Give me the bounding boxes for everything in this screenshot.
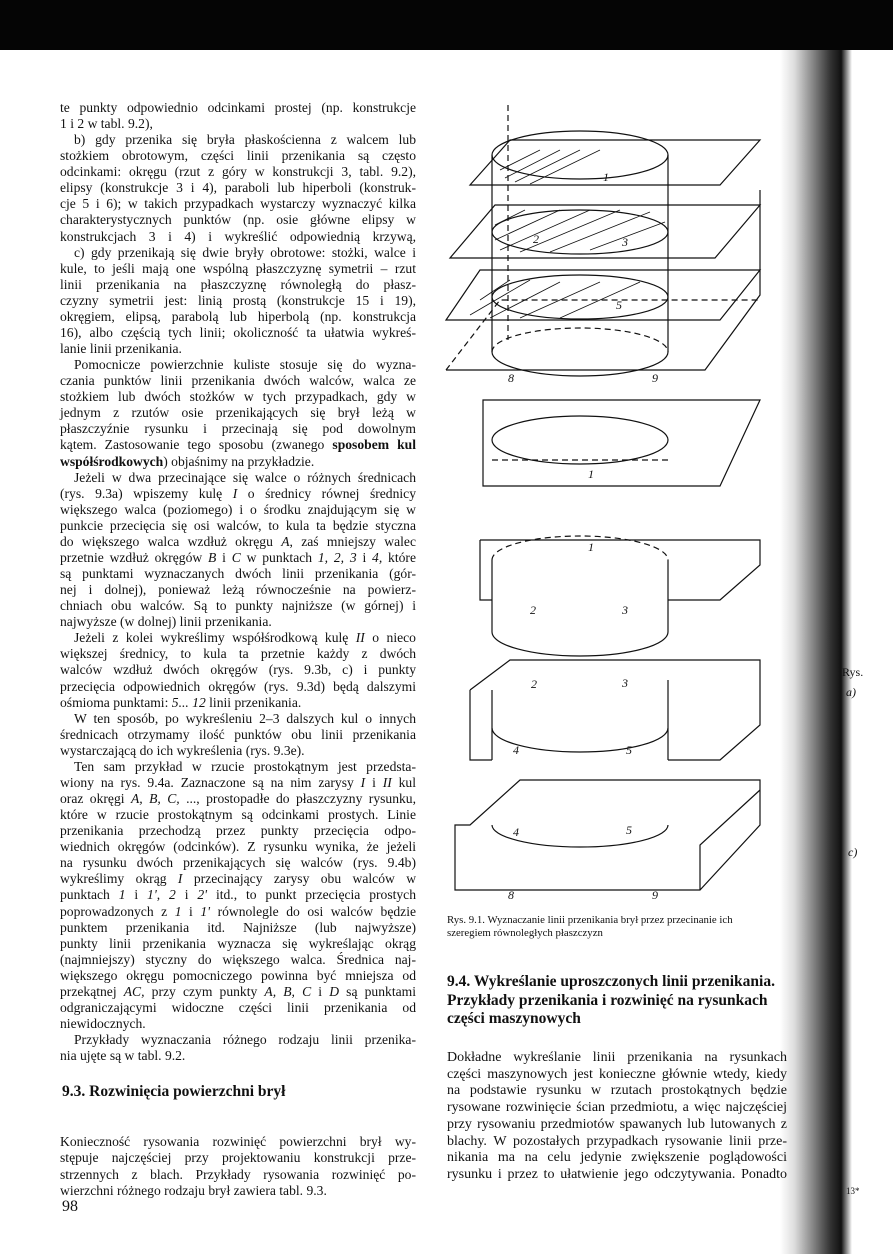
figure-point-label: 4 [513,743,519,757]
text-segment: i [356,549,373,565]
text-line: Pomocnicze powierzchnie kuliste stosuje się do wyzna- [74,357,416,373]
text-line: części maszynowych jest konieczne głównie wtedy, kiedy [447,1066,787,1082]
text-segment: które [382,549,416,565]
text-segment: sposobem kul [332,437,417,453]
figure-point-label: 9 [652,888,658,902]
text-line: punkty linii przenikania wyznacza się wykreślając okrąg [60,935,416,951]
text-line [60,454,416,470]
text-line: rysowane rozwinięcie ścian przedmiotu, a więc najczęściej [447,1100,787,1116]
text-line: na rysunku dwóch przenikających się walców (rys. 9.4b) [60,855,416,871]
figure-point-label: 5 [626,743,632,757]
text-line: walców wzdłuż dwóch okręgów (rys. 9.3b, c) i punkty [60,662,416,678]
text-segment: ) objaśnimy na przykładzie. [163,453,315,469]
text-line: czania punktów linii przenikania dwóch walców, walca ze [60,373,416,389]
text-segment: i [365,774,383,790]
text-segment: A [281,533,290,549]
figure-9-1 [440,95,780,910]
section-9-3-text [60,1134,416,1204]
text-line: punkcie przecięcia się osi walców, to kula ta będzie styczna [60,517,416,533]
text-segment: II [382,774,392,790]
text-line: stępuje najczęściej przy projektowaniu konstrukcji prze- [60,1150,416,1166]
margin-a-label: a) [846,685,856,699]
text-segment: I [177,871,183,887]
figure-point-label: 2 [533,232,539,246]
text-line: Jeżeli w dwa przecinające się walce o różnych średnicach [74,469,416,485]
text-segment: 4, [372,549,383,565]
figure-panel-1 [446,105,760,376]
text-line: przenikania przechodzą przez punkty przecięcia odpo- [60,823,416,839]
figure-point-label: 8 [508,371,514,385]
heading-line: części maszynowych [447,1010,581,1027]
text-segment: linii przenikania. [205,694,302,710]
text-segment: I [232,485,238,501]
text-segment: 1 [174,903,182,919]
text-segment: II [355,630,365,646]
text-line: nia ujęte są w tabl. 9.2. [60,1048,186,1064]
text-line: które w rzucie prostokątnym są odcinkami prostych. Linie [60,807,416,823]
text-segment: punktach [60,887,119,903]
left-text-column [60,100,416,1070]
text-segment: 5... 12 [171,694,206,710]
text-line: blachy. W pozostałych przypadkach rysowanie linii prze- [447,1133,787,1149]
text-segment: kątem. Zastosowanie tego sposobu (zwanego [60,437,333,453]
text-segment: itd., to punkt przecięcia prostych [207,887,417,903]
text-segment: o nieco [364,630,416,646]
text-line: Konieczność rysowania rozwinięć powierzchni brył wy- [60,1134,416,1149]
text-line: 1 i 2 w tabl. 9.2), [60,116,153,132]
figure-point-label: 9 [652,371,658,385]
text-line: czyzny symetrii jest: linią prostą (konstrukcje 15 i 19), [60,292,416,308]
text-segment: 1 [118,887,126,903]
text-segment: Jeżeli z kolei wykreślimy współśrodkową kulę [74,630,356,646]
text-line: kule, to jeśli mają one wspólną płaszczyznę symetrii – rzut [60,260,416,276]
figure-panel-2 [483,400,760,486]
text-line: przecięcia odpowiednich okręgów (rys. 9.3d) będą dalszymi [60,678,416,694]
text-line [60,984,416,1000]
text-line: na podstawie rysunku w rzutach prostokątnych będzie [447,1083,787,1099]
text-line: stożkiem lub dwóch stożków w tych przypadkach, gdy w [60,389,416,405]
text-segment: poprowadzonych z [60,903,175,919]
text-line: najwyższe (w dolnej) linii przenikania. [60,614,272,630]
page-number: 98 [62,1198,78,1215]
text-segment: i [311,983,330,999]
text-segment: i [125,887,148,903]
text-segment: , zaś mniejszy walec [289,533,416,549]
text-line [60,775,416,791]
text-segment: , [156,887,170,903]
text-line: odcinkami: okręgu (rzut z góry w konstrukcji 3, tabl. 9.2), [60,164,416,180]
text-line [60,550,416,566]
text-line: c) gdy przenikają się dwie bryły obrotowe: stożki, walce i [74,244,416,260]
figure-point-label: 4 [513,825,519,839]
caption-line: Rys. 9.1. Wyznaczanie linii przenikania brył przez przecinanie ich [447,914,733,926]
figure-point-label: 8 [508,888,514,902]
text-line: nej i dolnej), ponieważ leżą równocześnie na powierz- [60,582,416,598]
figure-point-label: 3 [622,603,628,617]
text-segment: B [208,549,217,565]
text-line: jednym z rzutów osie przenikających się brył leżą w [60,405,416,421]
figure-point-label: 1 [588,467,594,481]
text-line: punktem przenikania itd. Najniższe (lub najwyższe) [60,919,416,935]
figure-panel-5 [455,780,760,890]
figure-panel-3 [480,536,760,656]
text-line: stożkiem obrotowym, części linii przenikania są często [60,148,416,164]
text-segment: przetnie wzdłuż okręgów [60,549,209,565]
text-segment: oraz okręgi [60,791,131,806]
figure-point-label: 2 [530,603,536,617]
text-segment: C [231,549,241,565]
figure-point-label: 1 [603,170,609,184]
text-line: elipsy (konstrukcje 3 i 4), paraboli lub hiperboli (konstruk- [60,180,416,196]
text-line: średnicach otrzymamy ilość punktów obu linii przenikania [60,726,416,742]
book-gutter-shadow [780,50,852,1254]
text-segment: i [216,549,232,565]
text-line: Przykłady wyznaczania różnego rodzaju linii przenika- [74,1032,416,1048]
section-heading-9-3: 9.3. Rozwinięcia powierzchni brył [62,1083,286,1100]
text-line: Dokładne wykreślanie linii przenikania na rysunkach [447,1050,787,1065]
text-line: rysunku i przez to ułatwienie jego odczytywania. Ponadto [447,1166,787,1182]
text-line: Ten sam przykład w rzucie prostokątnym jest przedsta- [74,758,416,774]
scan-top-border [0,0,893,50]
text-segment: kul [391,774,416,790]
text-segment: A, B, C [264,983,312,999]
text-line [60,630,416,646]
text-line: 16), albo częścią tych linii; okoliczność ta ułatwia wykreś- [60,324,416,340]
text-line: płaszczyźnie rysunku i przecinają się pod dowolnym [60,421,416,437]
text-segment: D [329,983,340,999]
text-segment: w punktach [240,549,318,565]
text-line: większego walca (poziomego) i o środku znajdującym się w [60,501,416,517]
text-line [60,904,416,920]
figure-point-label: 3 [622,235,628,249]
text-line: lanie linii przenikania. [60,341,182,357]
text-line [60,695,416,711]
text-line: chniach obu walców. Są to punkty najniższe (w górnej) i [60,598,416,614]
text-segment: I [360,774,366,790]
sheet-signature-mark: 13* [846,1186,860,1196]
text-segment: i [175,887,198,903]
text-segment: (rys. 9.3a) wpiszemy kulę [60,485,233,501]
text-segment: ..., prostopadłe do płaszczyzny rysunku, [179,791,417,806]
text-line: są punktami wyznaczanych dwóch linii przenikania (gór- [60,566,416,582]
text-line: wystarczającą do ich wykreślenia (rys. 9.3e). [60,742,305,758]
text-line: W ten sposób, po wykreśleniu 2–3 dalszych kul o innych [74,710,416,726]
text-line: strzennych z blach. Przykłady rysowania rozwinięć po- [60,1166,416,1182]
text-line: większego okręgu pomocniczego powinna być mniejsza od [60,967,416,983]
text-line [60,791,416,807]
caption-line: szeregiem równoległych płaszczyzn [447,927,603,939]
text-line: b) gdy przenika się bryła płaskościenna z walcem lub [74,132,416,148]
text-segment: ośmioma punktami: [60,694,172,710]
text-line: wierzchni różnego rodzaju brył zawiera tabl. 9.3. [60,1183,327,1199]
text-segment: przy czym punkty [144,983,265,999]
text-segment: 1, 2, 3 [317,549,357,565]
text-segment: równolegle do osi walców będzie [210,903,417,919]
figure-point-label: 3 [622,676,628,690]
text-line: linii przenikania na płaszczyznę równoległą do płasz- [60,276,416,292]
text-line: nikania ma na celu jedynie zwiększenie poglądowości [447,1150,787,1166]
text-line [60,437,416,453]
text-segment: i [181,903,201,919]
text-line: większej średnicy, to kula ta przetnie każdy z dwóch [60,646,416,662]
text-segment: są punktami [339,983,416,999]
figure-point-label: 2 [531,677,537,691]
text-segment: A, B, C, [130,791,180,806]
text-segment: 1' [147,887,157,903]
margin-c-label: c) [848,845,858,859]
text-segment: AC, [123,983,145,999]
text-line [60,887,416,903]
text-segment: do większego walca wzdłuż okręgu [60,533,282,549]
text-line: konstrukcjach 3 i 4) i wykreślić odpowiednią krzywą, [60,228,416,244]
text-segment: przecinający zarysy obu walców w [182,871,417,887]
text-segment: wiony na rys. 9.4a. Zaznaczone są na nim zarysy [60,774,361,790]
text-line [60,871,416,887]
text-line: przy rysowaniu przedmiotów spawanych lub lutowanych z [447,1116,787,1132]
text-segment: 2' [197,887,208,903]
margin-rys-label: Rys. [842,665,864,679]
right-text-column [447,1050,787,1190]
text-line [60,486,416,502]
figure-point-label: 5 [616,298,622,312]
text-segment: przekątnej [60,983,124,999]
text-line: odgraniczającymi widoczne części linii przenikania od [60,999,416,1015]
text-segment: 1' [200,903,211,919]
text-line: cje 5 i 6); w takich przypadkach wystarczy wyznaczyć kilka [60,196,416,212]
text-segment: wykreślimy okrąg [60,871,178,887]
text-line: te punkty odpowiednio odcinkami prostej (np. konstrukcje [60,100,416,115]
figure-point-label: 1 [588,540,594,554]
text-line: niewidocznych. [60,1015,146,1031]
text-line: charakterystycznych punktów (np. osie główne elipsy w [60,212,416,228]
heading-line: 9.4. Wykreślanie uproszczonych linii przenikania. [447,973,775,990]
text-line: okręgiem, elipsą, parabolą lub hiperbolą (np. konstrukcja [60,308,416,324]
text-line: (najmniejszy) styczny do większego walca. Średnica naj- [60,951,416,967]
text-line: wiednich okręgów (odcinków). Z rysunku wynika, że jeżeli [60,839,416,855]
figure-point-label: 5 [626,823,632,837]
heading-line: Przykłady przenikania i rozwinięć na rysunkach [447,991,768,1009]
text-segment: 2 [169,887,176,903]
text-segment: współśrodkowych [60,453,164,469]
text-line [60,534,416,550]
text-segment: o średnicy równej średnicy [237,485,416,501]
